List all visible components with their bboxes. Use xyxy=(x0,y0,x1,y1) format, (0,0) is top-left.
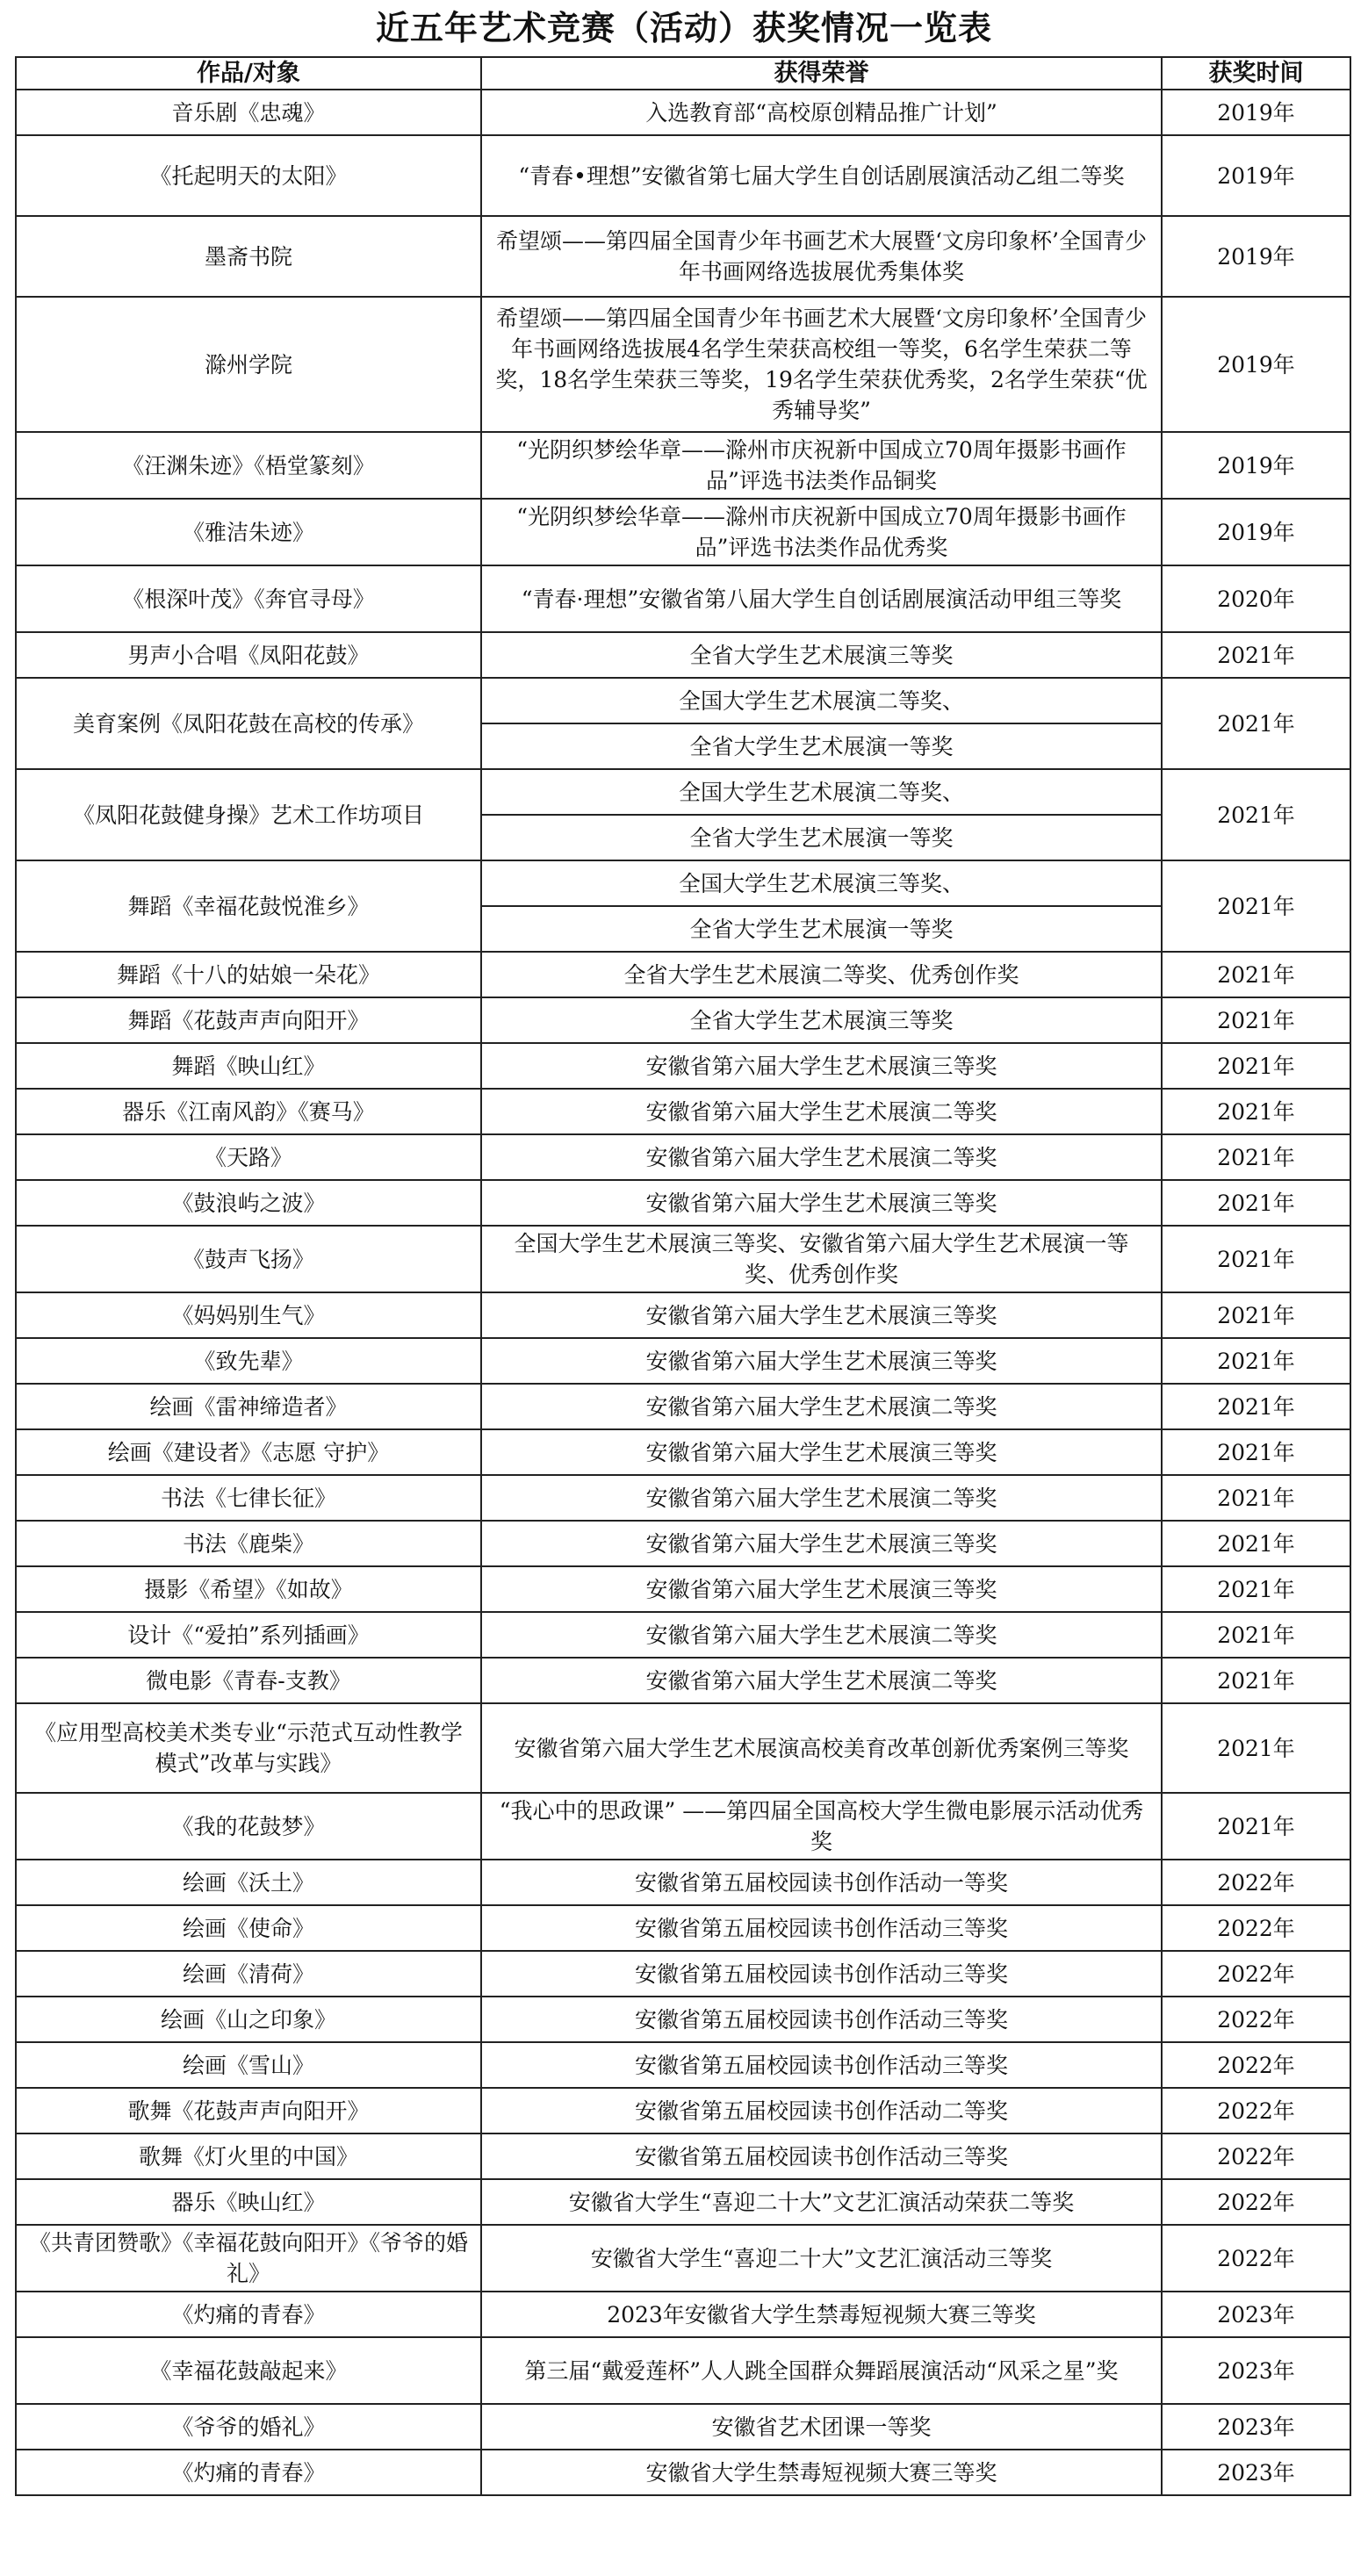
year-cell: 2021年 xyxy=(1162,1703,1350,1793)
honor-cell: 安徽省第五届校园读书创作活动一等奖 xyxy=(481,1860,1162,1905)
work-cell: 绘画《山之印象》 xyxy=(16,1997,481,2042)
table-row xyxy=(16,2404,1350,2450)
honor-cell: 希望颂——第四届全国青少年书画艺术大展暨‘文房印象杯’全国青少年书画网络选拔展4名学生荣获高校组一等奖，6名学生荣获二等奖，18名学生荣获三等奖，19名学生荣获优秀奖，2名学生荣获“优秀辅导奖” xyxy=(481,297,1162,432)
work-cell: 《妈妈别生气》 xyxy=(16,1292,481,1338)
honor-cell: 安徽省第六届大学生艺术展演三等奖 xyxy=(481,1429,1162,1475)
work-cell: 《鼓声飞扬》 xyxy=(16,1226,481,1292)
work-cell: 书法《鹿柴》 xyxy=(16,1521,481,1566)
work-cell: 微电影《青春-支教》 xyxy=(16,1658,481,1703)
honor-cell: 全国大学生艺术展演二等奖、 xyxy=(481,678,1162,723)
table-row xyxy=(16,952,1350,997)
year-cell: 2021年 xyxy=(1162,1292,1350,1338)
work-cell: 滁州学院 xyxy=(16,297,481,432)
honor-cell: 安徽省第五届校园读书创作活动二等奖 xyxy=(481,2088,1162,2133)
honor-cell: “光阴织梦绘华章——滁州市庆祝新中国成立70周年摄影书画作品”评选书法类作品优秀奖 xyxy=(481,499,1162,565)
work-cell: 《天路》 xyxy=(16,1134,481,1180)
table-body xyxy=(16,90,1350,2495)
year-cell: 2021年 xyxy=(1162,632,1350,678)
year-cell: 2021年 xyxy=(1162,1612,1350,1658)
year-cell: 2021年 xyxy=(1162,769,1350,860)
year-cell: 2021年 xyxy=(1162,997,1350,1043)
table-row xyxy=(16,632,1350,678)
work-cell: 绘画《建设者》《志愿 守护》 xyxy=(16,1429,481,1475)
year-cell: 2021年 xyxy=(1162,1384,1350,1429)
work-cell: 舞蹈《花鼓声声向阳开》 xyxy=(16,997,481,1043)
table-row xyxy=(16,1292,1350,1338)
honor-cell: 安徽省第六届大学生艺术展演三等奖 xyxy=(481,1180,1162,1226)
honor-cell: 安徽省第六届大学生艺术展演三等奖 xyxy=(481,1566,1162,1612)
honor-cell: 安徽省第六届大学生艺术展演三等奖 xyxy=(481,1521,1162,1566)
year-cell: 2021年 xyxy=(1162,860,1350,952)
honor-cell: “光阴织梦绘华章——滁州市庆祝新中国成立70周年摄影书画作品”评选书法类作品铜奖 xyxy=(481,432,1162,499)
year-cell: 2023年 xyxy=(1162,2337,1350,2404)
work-cell: 摄影《希望》《如故》 xyxy=(16,1566,481,1612)
table-row xyxy=(16,1793,1350,1860)
year-cell: 2021年 xyxy=(1162,1134,1350,1180)
work-cell: 《鼓浪屿之波》 xyxy=(16,1180,481,1226)
year-cell: 2022年 xyxy=(1162,2225,1350,2292)
table-row xyxy=(16,1951,1350,1997)
table-row xyxy=(16,90,1350,135)
table-row xyxy=(16,2133,1350,2179)
work-cell: 《灼痛的青春》 xyxy=(16,2292,481,2337)
table-row xyxy=(16,678,1350,723)
year-cell: 2019年 xyxy=(1162,499,1350,565)
table-row xyxy=(16,1089,1350,1134)
table-row xyxy=(16,2088,1350,2133)
work-cell: 《凤阳花鼓健身操》艺术工作坊项目 xyxy=(16,769,481,860)
year-cell: 2021年 xyxy=(1162,1475,1350,1521)
work-cell: 《根深叶茂》《奔官寻母》 xyxy=(16,565,481,632)
honor-cell: 安徽省第六届大学生艺术展演二等奖 xyxy=(481,1089,1162,1134)
honor-cell: 2023年安徽省大学生禁毒短视频大赛三等奖 xyxy=(481,2292,1162,2337)
work-cell: 设计《“爱拍”系列插画》 xyxy=(16,1612,481,1658)
honor-cell: 全省大学生艺术展演三等奖 xyxy=(481,997,1162,1043)
table-row xyxy=(16,1905,1350,1951)
year-cell: 2022年 xyxy=(1162,1860,1350,1905)
year-cell: 2022年 xyxy=(1162,2133,1350,2179)
table-row xyxy=(16,2450,1350,2495)
year-cell: 2021年 xyxy=(1162,1566,1350,1612)
table-row xyxy=(16,1043,1350,1089)
honor-cell: 入选教育部“高校原创精品推广计划” xyxy=(481,90,1162,135)
honor-cell: 安徽省第六届大学生艺术展演三等奖 xyxy=(481,1292,1162,1338)
work-cell: 绘画《沃土》 xyxy=(16,1860,481,1905)
year-cell: 2023年 xyxy=(1162,2292,1350,2337)
honor-cell: 安徽省第六届大学生艺术展演二等奖 xyxy=(481,1384,1162,1429)
work-cell: 《爷爷的婚礼》 xyxy=(16,2404,481,2450)
work-cell: 歌舞《灯火里的中国》 xyxy=(16,2133,481,2179)
table-row xyxy=(16,1566,1350,1612)
year-cell: 2023年 xyxy=(1162,2404,1350,2450)
table-row xyxy=(16,2337,1350,2404)
work-cell: 绘画《使命》 xyxy=(16,1905,481,1951)
year-cell: 2019年 xyxy=(1162,216,1350,297)
work-cell: 绘画《雷神缔造者》 xyxy=(16,1384,481,1429)
year-cell: 2019年 xyxy=(1162,90,1350,135)
year-cell: 2021年 xyxy=(1162,678,1350,769)
work-cell: 舞蹈《十八的姑娘一朵花》 xyxy=(16,952,481,997)
page-title: 近五年艺术竞赛（活动）获奖情况一览表 xyxy=(375,8,992,47)
table-row xyxy=(16,1658,1350,1703)
work-cell: 绘画《清荷》 xyxy=(16,1951,481,1997)
honor-cell: “青春•理想”安徽省第七届大学生自创话剧展演活动乙组二等奖 xyxy=(481,135,1162,216)
table-row xyxy=(16,297,1350,432)
table-row xyxy=(16,2225,1350,2292)
honor-cell: 全省大学生艺术展演一等奖 xyxy=(481,723,1162,769)
work-cell: 美育案例《凤阳花鼓在高校的传承》 xyxy=(16,678,481,769)
table-row xyxy=(16,1134,1350,1180)
year-cell: 2022年 xyxy=(1162,1997,1350,2042)
table-row xyxy=(16,769,1350,815)
table-row xyxy=(16,1997,1350,2042)
honor-cell: “青春·理想”安徽省第八届大学生自创话剧展演活动甲组三等奖 xyxy=(481,565,1162,632)
year-cell: 2021年 xyxy=(1162,952,1350,997)
header-work: 作品/对象 xyxy=(16,57,481,90)
table-row xyxy=(16,1612,1350,1658)
honor-cell: 全省大学生艺术展演二等奖、优秀创作奖 xyxy=(481,952,1162,997)
year-cell: 2021年 xyxy=(1162,1226,1350,1292)
work-cell: 《致先辈》 xyxy=(16,1338,481,1384)
honor-cell: “我心中的思政课” ——第四届全国高校大学生微电影展示活动优秀奖 xyxy=(481,1793,1162,1860)
honor-cell: 全省大学生艺术展演一等奖 xyxy=(481,906,1162,952)
table-row xyxy=(16,2179,1350,2225)
honor-cell: 安徽省大学生“喜迎二十大”文艺汇演活动三等奖 xyxy=(481,2225,1162,2292)
honor-cell: 安徽省第五届校园读书创作活动三等奖 xyxy=(481,2042,1162,2088)
table-row xyxy=(16,216,1350,297)
awards-table xyxy=(15,56,1351,2496)
work-cell: 墨斋书院 xyxy=(16,216,481,297)
work-cell: 绘画《雪山》 xyxy=(16,2042,481,2088)
honor-cell: 安徽省大学生禁毒短视频大赛三等奖 xyxy=(481,2450,1162,2495)
table-row xyxy=(16,1429,1350,1475)
honor-cell: 安徽省第五届校园读书创作活动三等奖 xyxy=(481,1905,1162,1951)
year-cell: 2022年 xyxy=(1162,1905,1350,1951)
honor-cell: 安徽省大学生“喜迎二十大”文艺汇演活动荣获二等奖 xyxy=(481,2179,1162,2225)
table-row xyxy=(16,1860,1350,1905)
work-cell: 书法《七律长征》 xyxy=(16,1475,481,1521)
work-cell: 《幸福花鼓敲起来》 xyxy=(16,2337,481,2404)
work-cell: 《雅洁朱迹》 xyxy=(16,499,481,565)
honor-cell: 安徽省第六届大学生艺术展演二等奖 xyxy=(481,1134,1162,1180)
honor-cell: 安徽省第六届大学生艺术展演三等奖 xyxy=(481,1338,1162,1384)
table-row xyxy=(16,565,1350,632)
table-row xyxy=(16,860,1350,906)
header-honor: 获得荣誉 xyxy=(481,57,1162,90)
honor-cell: 全国大学生艺术展演三等奖、 xyxy=(481,860,1162,906)
year-cell: 2021年 xyxy=(1162,1521,1350,1566)
table-row xyxy=(16,1384,1350,1429)
year-cell: 2023年 xyxy=(1162,2450,1350,2495)
honor-cell: 希望颂——第四届全国青少年书画艺术大展暨‘文房印象杯’全国青少年书画网络选拔展优秀集体奖 xyxy=(481,216,1162,297)
year-cell: 2022年 xyxy=(1162,2042,1350,2088)
table-row xyxy=(16,1180,1350,1226)
honor-cell: 全国大学生艺术展演三等奖、安徽省第六届大学生艺术展演一等奖、优秀创作奖 xyxy=(481,1226,1162,1292)
table-row xyxy=(16,499,1350,565)
year-cell: 2022年 xyxy=(1162,1951,1350,1997)
year-cell: 2022年 xyxy=(1162,2088,1350,2133)
table-row xyxy=(16,135,1350,216)
table-row xyxy=(16,1475,1350,1521)
honor-cell: 安徽省艺术团课一等奖 xyxy=(481,2404,1162,2450)
honor-cell: 安徽省第五届校园读书创作活动三等奖 xyxy=(481,1997,1162,2042)
header-row xyxy=(16,57,1350,90)
table-row xyxy=(16,1703,1350,1793)
work-cell: 器乐《江南风韵》《赛马》 xyxy=(16,1089,481,1134)
work-cell: 器乐《映山红》 xyxy=(16,2179,481,2225)
year-cell: 2021年 xyxy=(1162,1043,1350,1089)
work-cell: 舞蹈《幸福花鼓悦淮乡》 xyxy=(16,860,481,952)
work-cell: 《汪渊朱迹》《梧堂篆刻》 xyxy=(16,432,481,499)
honor-cell: 安徽省第六届大学生艺术展演二等奖 xyxy=(481,1612,1162,1658)
work-cell: 《托起明天的太阳》 xyxy=(16,135,481,216)
year-cell: 2020年 xyxy=(1162,565,1350,632)
honor-cell: 第三届“戴爱莲杯”人人跳全国群众舞蹈展演活动“风采之星”奖 xyxy=(481,2337,1162,2404)
honor-cell: 安徽省第六届大学生艺术展演二等奖 xyxy=(481,1475,1162,1521)
honor-cell: 安徽省第六届大学生艺术展演高校美育改革创新优秀案例三等奖 xyxy=(481,1703,1162,1793)
table-row xyxy=(16,1521,1350,1566)
work-cell: 《我的花鼓梦》 xyxy=(16,1793,481,1860)
year-cell: 2019年 xyxy=(1162,297,1350,432)
year-cell: 2019年 xyxy=(1162,432,1350,499)
header-time: 获奖时间 xyxy=(1162,57,1350,90)
honor-cell: 安徽省第六届大学生艺术展演三等奖 xyxy=(481,1043,1162,1089)
work-cell: 歌舞《花鼓声声向阳开》 xyxy=(16,2088,481,2133)
year-cell: 2021年 xyxy=(1162,1338,1350,1384)
year-cell: 2021年 xyxy=(1162,1429,1350,1475)
honor-cell: 全国大学生艺术展演二等奖、 xyxy=(481,769,1162,815)
table-row xyxy=(16,432,1350,499)
year-cell: 2021年 xyxy=(1162,1089,1350,1134)
year-cell: 2021年 xyxy=(1162,1793,1350,1860)
honor-cell: 全省大学生艺术展演一等奖 xyxy=(481,815,1162,860)
table-row xyxy=(16,2042,1350,2088)
honor-cell: 安徽省第六届大学生艺术展演二等奖 xyxy=(481,1658,1162,1703)
table-row xyxy=(16,1338,1350,1384)
year-cell: 2022年 xyxy=(1162,2179,1350,2225)
table-row xyxy=(16,1226,1350,1292)
work-cell: 男声小合唱《凤阳花鼓》 xyxy=(16,632,481,678)
year-cell: 2021年 xyxy=(1162,1180,1350,1226)
table-row xyxy=(16,997,1350,1043)
work-cell: 《共青团赞歌》《幸福花鼓向阳开》《爷爷的婚礼》 xyxy=(16,2225,481,2292)
work-cell: 音乐剧《忠魂》 xyxy=(16,90,481,135)
table-row xyxy=(16,2292,1350,2337)
work-cell: 舞蹈《映山红》 xyxy=(16,1043,481,1089)
honor-cell: 安徽省第五届校园读书创作活动三等奖 xyxy=(481,1951,1162,1997)
work-cell: 《灼痛的青春》 xyxy=(16,2450,481,2495)
honor-cell: 安徽省第五届校园读书创作活动三等奖 xyxy=(481,2133,1162,2179)
honor-cell: 全省大学生艺术展演三等奖 xyxy=(481,632,1162,678)
work-cell: 《应用型高校美术类专业“示范式互动性教学模式”改革与实践》 xyxy=(16,1703,481,1793)
year-cell: 2019年 xyxy=(1162,135,1350,216)
year-cell: 2021年 xyxy=(1162,1658,1350,1703)
